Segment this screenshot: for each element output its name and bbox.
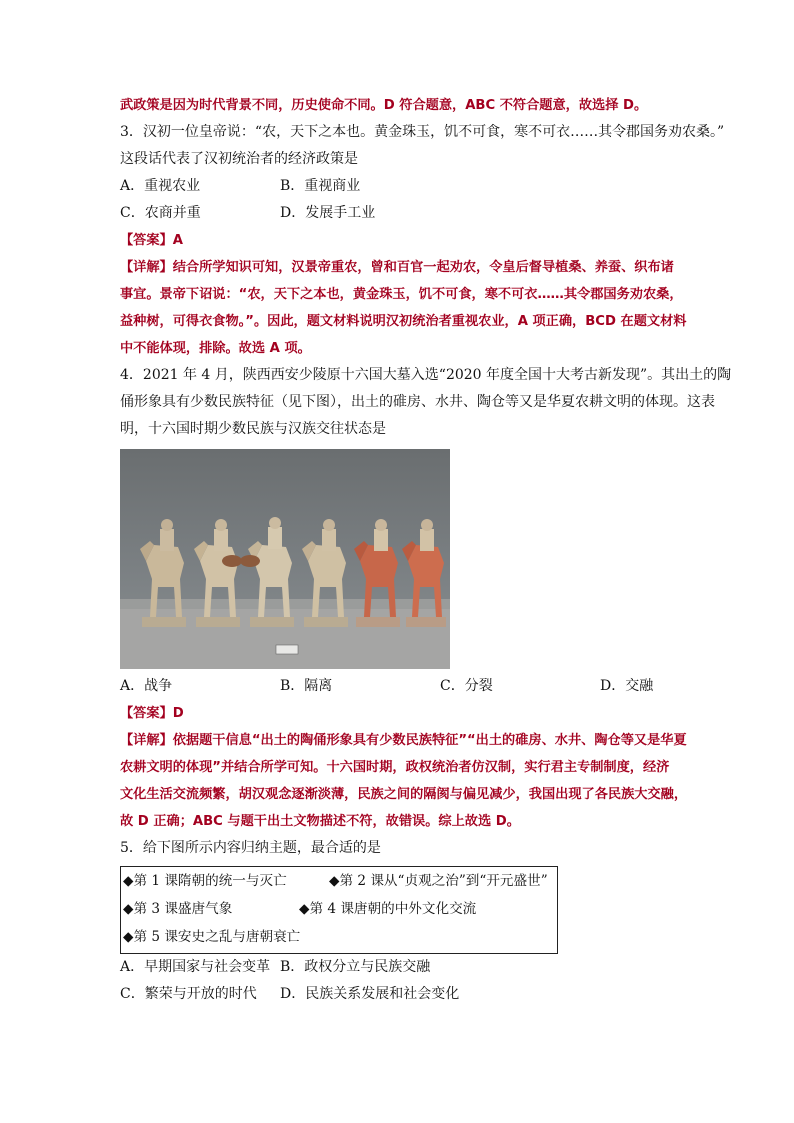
q3-detail-line: 益种树，可得衣食物。”。因此，题文材料说明汉初统治者重视农业，A 项正确，BCD 在题文材料 [120, 314, 687, 329]
q4-stem-line: 俑形象具有少数民族特征（见下图），出土的碓房、水井、陶仓等又是华夏农耕文明的体现。这表 [120, 394, 715, 410]
q4-detail-line: 文化生活交流频繁，胡汉观念逐渐淡薄，民族之间的隔阂与偏见减少，我国出现了各民族大交融， [120, 787, 688, 802]
lesson-5: ◆第 5 课安史之乱与唐朝衰亡 [123, 929, 301, 945]
q5-lesson-box [120, 866, 558, 954]
lesson-1: ◆第 1 课隋朝的统一与灭亡 [123, 873, 287, 889]
prev-answer-tail: 武政策是因为时代背景不同，历史使命不同。D 符合题意，ABC 不符合题意，故选择 D。 [120, 98, 648, 113]
q5-stem: 5．给下图所示内容归纳主题，最合适的是 [120, 840, 381, 856]
q4-option-c: C．分裂 [440, 678, 493, 694]
q3-option-b: B．重视商业 [280, 178, 361, 194]
q5-options-row2 [120, 981, 680, 1008]
q4-stem-line: 明，十六国时期少数民族与汉族交往状态是 [120, 421, 386, 437]
document-page [120, 92, 732, 1008]
q3-option-c: C．农商并重 [120, 205, 201, 221]
q5-option-b: B．政权分立与民族交融 [280, 959, 431, 975]
q4-answer: 【答案】D [120, 706, 184, 721]
q3-options-row1 [120, 173, 680, 200]
q5-options-row1 [120, 954, 680, 981]
lesson-4: ◆第 4 课唐朝的中外文化交流 [299, 901, 477, 917]
q5-option-a: A．早期国家与社会变革 [120, 959, 271, 975]
q5-box-row [121, 867, 557, 895]
q5-box-row [121, 895, 557, 923]
q3-answer: 【答案】A [120, 233, 183, 248]
q4-detail-line: 【详解】依据题干信息“出土的陶俑形象具有少数民族特征”“出土的碓房、水井、陶仓等又是华夏 [120, 733, 687, 748]
q3-detail-line: 事宜。景帝下诏说：“农，天下之本也，黄金珠玉，饥不可食，寒不可衣……其令郡国务劝农桑， [120, 287, 683, 302]
figurines-photo [120, 449, 450, 669]
q3-detail-line: 中不能体现，排除。故选 A 项。 [120, 341, 311, 356]
q4-detail-line: 故 D 正确；ABC 与题干出土文物描述不符，故错误。综上故选 D。 [120, 814, 520, 829]
q3-stem-line2: 这段话代表了汉初统治者的经济政策是 [120, 151, 358, 167]
q4-option-a: A．战争 [120, 678, 173, 694]
q4-stem-line: 4．2021 年 4 月，陕西西安少陵原十六国大墓入选“2020 年度全国十大考古新发现”。其出土的陶 [120, 367, 732, 383]
q3-option-a: A．重视农业 [120, 178, 201, 194]
q3-option-d: D．发展手工业 [280, 205, 376, 221]
lesson-2: ◆第 2 课从“贞观之治”到“开元盛世” [329, 873, 548, 889]
q5-option-c: C．繁荣与开放的时代 [120, 986, 257, 1002]
q5-option-d: D．民族关系发展和社会变化 [280, 986, 460, 1002]
lesson-3: ◆第 3 课盛唐气象 [123, 901, 233, 917]
q4-options [120, 673, 680, 700]
q5-box-row [121, 923, 557, 951]
q3-stem-line1: 3．汉初一位皇帝说：“农，天下之本也。黄金珠玉，饥不可食，寒不可衣……其令郡国务劝农桑。” [120, 124, 725, 140]
q3-options-row2 [120, 200, 680, 227]
q4-option-b: B．隔离 [280, 678, 333, 694]
q4-detail-line: 农耕文明的体现”并结合所学可知。十六国时期，政权统治者仿汉制，实行君主专制制度，经济 [120, 760, 670, 775]
q4-option-d: D．交融 [600, 678, 654, 694]
q3-detail-line: 【详解】结合所学知识可知，汉景帝重农，曾和百官一起劝农，令皇后督导植桑、养蚕、织布诸 [120, 260, 674, 275]
